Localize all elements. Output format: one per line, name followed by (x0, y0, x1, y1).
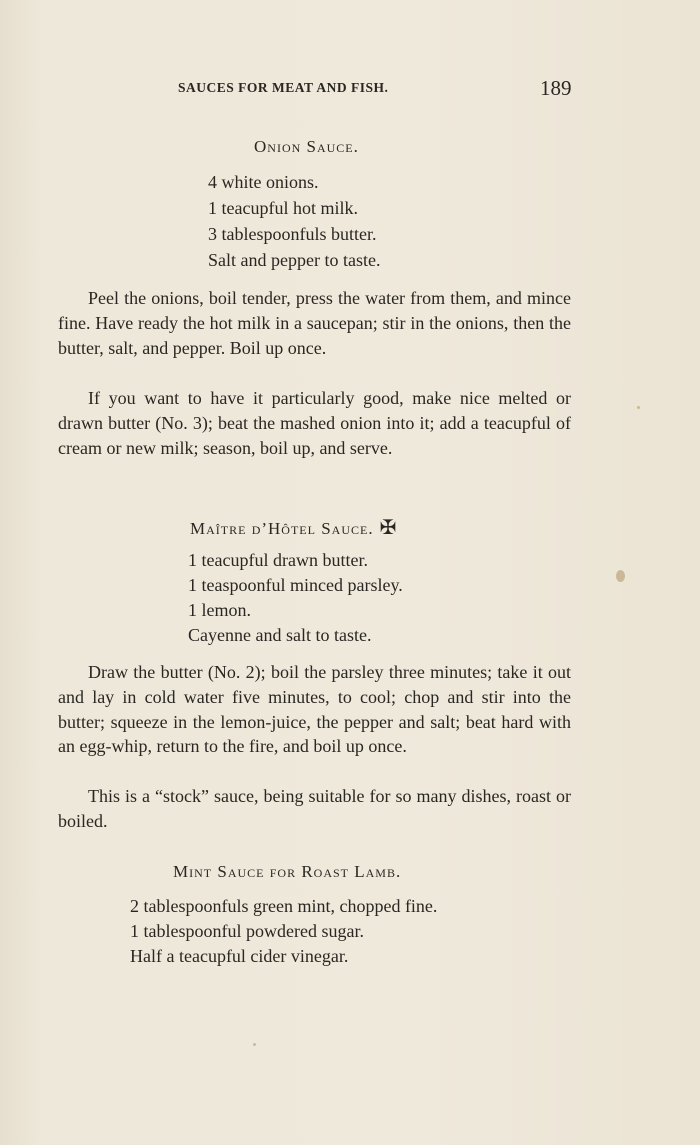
ingredient-item: Cayenne and salt to taste. (188, 625, 372, 645)
onion-sauce-ingredients (208, 169, 380, 273)
ingredient-item: 1 tablespoonful powdered sugar. (130, 921, 364, 941)
mint-sauce-title: Mint Sauce for Roast Lamb. (173, 862, 402, 881)
maitre-sauce-title: Maître d’Hôtel Sauce. (190, 519, 374, 538)
onion-sauce-paragraph-2: If you want to have it particularly good, make nice melted or drawn butter (No. 3); beat the mashed onion into it; add a teacupful of cream or new milk; season, boil up, and serve. (58, 388, 571, 458)
paper-speck (253, 1043, 256, 1046)
maltese-cross-mark: ✠ (379, 517, 397, 539)
running-head: SAUCES FOR MEAT AND FISH. (178, 80, 389, 95)
ingredient-item: 2 tablespoonfuls green mint, chopped fine. (130, 896, 438, 916)
ingredient-item: 3 tablespoonfuls butter. (208, 224, 377, 244)
ingredient-item: 1 teacupful hot milk. (208, 198, 358, 218)
ingredient-item: 1 lemon. (188, 600, 251, 620)
paper-stain (616, 570, 625, 582)
ingredient-item: 1 teacupful drawn butter. (188, 550, 368, 570)
ingredient-item: Half a teacupful cider vinegar. (130, 946, 349, 966)
maitre-sauce-heading (190, 515, 396, 540)
onion-sauce-paragraph-1: Peel the onions, boil tender, press the water from them, and mince fine. Have ready the hot milk in a saucepan; stir in the onions, then the butter, salt, and pepper. Boil up once. (58, 288, 571, 358)
mint-sauce-ingredients (130, 894, 437, 969)
onion-sauce-title: Onion Sauce. (254, 137, 359, 156)
maitre-sauce-paragraph-1: Draw the butter (No. 2); boil the parsley three minutes; take it out and lay in cold water five minutes, to cool; chop and stir into the butter; squeeze in the lemon-juice, the pepper and salt; beat hard with an egg-whip, return to the fire, and boil up once. (58, 662, 571, 757)
maitre-sauce-paragraph-2: This is a “stock” sauce, being suitable for so many dishes, roast or boiled. (58, 786, 571, 831)
ingredient-item: 4 white onions. (208, 172, 319, 192)
ingredient-item: 1 teaspoonful minced parsley. (188, 575, 403, 595)
ingredient-item: Salt and pepper to taste. (208, 250, 381, 270)
page-number: 189 (540, 76, 572, 100)
paper-speck (637, 406, 640, 409)
maitre-sauce-ingredients (188, 548, 403, 648)
